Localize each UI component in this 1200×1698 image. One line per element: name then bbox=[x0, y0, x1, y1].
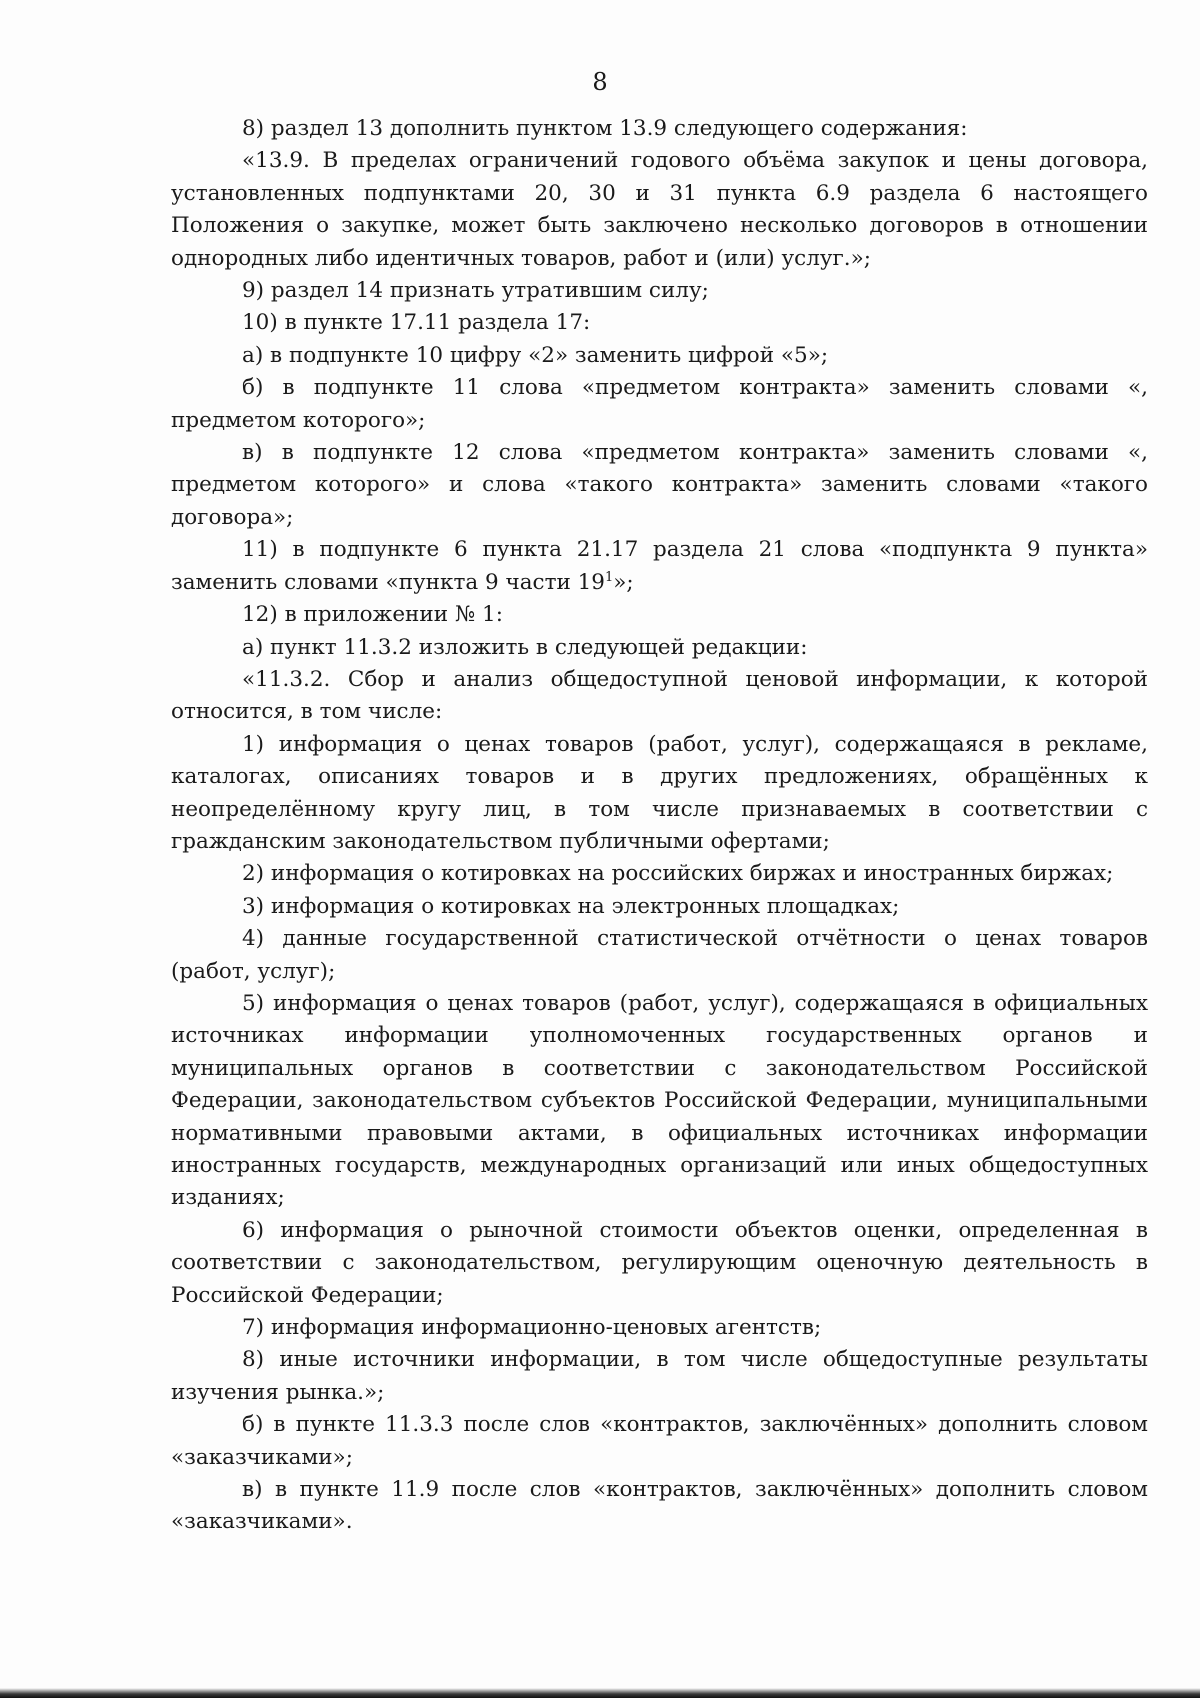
page-number: 8 bbox=[592, 68, 608, 96]
subparagraph-10-a: а) в подпункте 10 цифру «2» заменить цифрой «5»; bbox=[242, 342, 829, 368]
paragraph-12-appendix-1: 12) в приложении № 1: bbox=[242, 602, 503, 628]
subparagraph-12-b: б) в пункте 11.3.3 после слов «контрактов, заключённых» дополнить словом «заказчиками»; bbox=[171, 1412, 1148, 1470]
list-item-3: 3) информация о котировках на электронных площадках; bbox=[242, 893, 900, 919]
paragraph-11-text: 11) в подпункте 6 пункта 21.17 раздела 21 слова «подпункта 9 пункта» заменить словами «пункта 9 части 19 bbox=[171, 537, 1148, 595]
paragraph-8-section-13: 8) раздел 13 дополнить пунктом 13.9 следующего содержания: bbox=[242, 116, 968, 141]
paragraph-11-point-21-17 bbox=[171, 534, 1148, 599]
subparagraph-12-a: а) пункт 11.3.2 изложить в следующей редакции: bbox=[242, 634, 808, 660]
paragraph-10-point-17-11: 10) в пункте 17.11 раздела 17: bbox=[242, 310, 591, 336]
paragraph-11-3-2-quote: «11.3.2. Сбор и анализ общедоступной ценовой информации, к которой относится, в том числе: bbox=[171, 666, 1148, 725]
list-item-7: 7) информация информационно-ценовых агентств; bbox=[242, 1315, 822, 1341]
paragraph-11-tail: »; bbox=[613, 569, 634, 595]
list-item-1: 1) информация о ценах товаров (работ, услуг), содержащаяся в рекламе, каталогах, описаниях товаров и в других предложениях, обращённых к неопределённому кругу лиц, в том числе признаваемых в соответствии с гражданским законодательством публичными офертами; bbox=[171, 731, 1148, 854]
list-item-2: 2) информация о котировках на российских биржах и иностранных биржах; bbox=[242, 861, 1114, 887]
list-item-5: 5) информация о ценах товаров (работ, услуг), содержащаяся в официальных источниках информации уполномоченных государственных органов и муниципальных органов в соответствии с законодательством Российской Федерации, законодательством субъектов Российской Федерации, муниципальными нормативными правовыми актами, в официальных источниках информации иностранных государств, международных организаций или иных общедоступных изданиях; bbox=[171, 990, 1148, 1211]
list-item-6: 6) информация о рыночной стоимости объектов оценки, определенная в соответствии с законодательством, регулирующим оценочную деятельность в Российской Федерации; bbox=[171, 1217, 1148, 1308]
scan-bottom-edge bbox=[0, 1688, 1200, 1698]
document-body bbox=[171, 113, 1148, 1539]
paragraph-13-9-quote: «13.9. В пределах ограничений годового объёма закупок и цены договора, установленных подпунктами 20, 30 и 31 пункта 6.9 раздела 6 настоящего Положения о закупке, может быть заключено несколько договоров в отношении однородных либо идентичных товаров, работ и (или) услуг.»; bbox=[171, 148, 1148, 271]
subparagraph-10-b: б) в подпункте 11 слова «предметом контракта» заменить словами «, предметом которого»; bbox=[171, 375, 1148, 433]
paragraph-11-superscript: 1 bbox=[605, 569, 614, 585]
paragraph-9-section-14: 9) раздел 14 признать утратившим силу; bbox=[242, 278, 709, 304]
subparagraph-10-v: в) в подпункте 12 слова «предметом контракта» заменить словами «, предметом которого» и слова «такого контракта» заменить словами «такого договора»; bbox=[171, 440, 1148, 530]
list-item-8: 8) иные источники информации, в том числе общедоступные результаты изучения рынка.»; bbox=[171, 1347, 1148, 1405]
list-item-4: 4) данные государственной статистической отчётности о ценах товаров (работ, услуг); bbox=[171, 926, 1148, 984]
subparagraph-12-v: в) в пункте 11.9 после слов «контрактов, заключённых» дополнить словом «заказчиками». bbox=[171, 1477, 1148, 1535]
